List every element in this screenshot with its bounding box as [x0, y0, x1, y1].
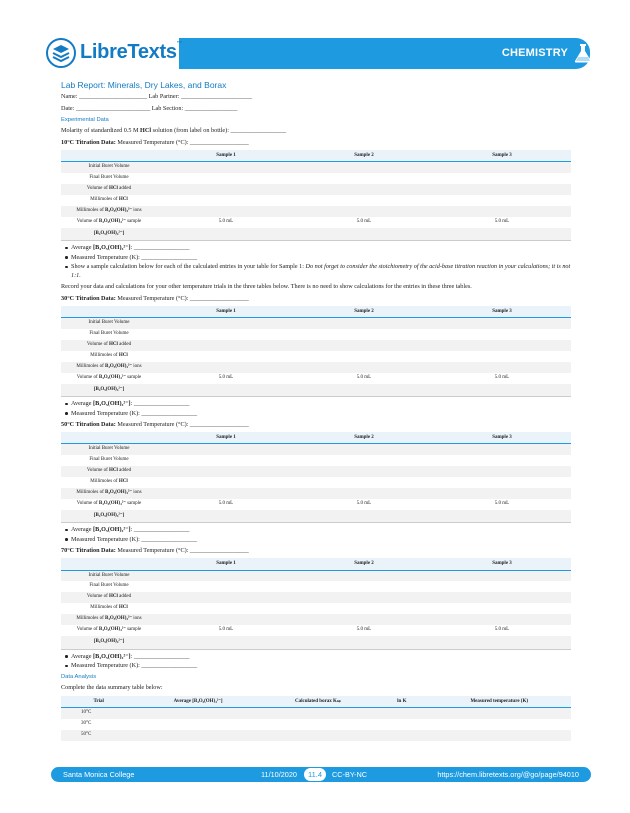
label-pre: Millimoles of: [76, 616, 106, 622]
table-row: [61, 184, 571, 195]
col-sample-2: Sample 2: [295, 306, 433, 318]
borate-formula: B₄O₅(OH)₄²⁻: [98, 374, 126, 380]
summary-table: [61, 696, 571, 741]
cell[interactable]: [136, 719, 259, 730]
sample-volume: 5.0 mL: [218, 219, 234, 225]
footer-url-link[interactable]: https://chem.libretexts.org/@go/page/94010: [437, 770, 579, 779]
table-row: [61, 510, 571, 523]
footer-license[interactable]: CC-BY-NC: [332, 770, 368, 779]
cell[interactable]: [295, 636, 433, 649]
cell[interactable]: [157, 603, 295, 614]
measured-temp-c: Measured Temperature (°C): ___________________: [117, 547, 249, 555]
cell[interactable]: [157, 362, 295, 373]
table-row: [61, 373, 571, 384]
page-footer: [51, 767, 591, 782]
list-item: Measured Temperature (K): __________________: [65, 662, 571, 670]
row-label: [61, 195, 157, 206]
label-post: added: [117, 186, 132, 192]
borate-conc: [B₄O₅(OH)₄²⁻]: [93, 244, 131, 252]
cell[interactable]: [433, 351, 571, 362]
cell[interactable]: [260, 730, 376, 741]
cell[interactable]: [157, 162, 295, 173]
hcl-formula: HCl: [109, 341, 118, 347]
col-sample-2: Sample 2: [295, 558, 433, 570]
cell[interactable]: [295, 570, 433, 581]
table-row: [61, 614, 571, 625]
cell[interactable]: [157, 614, 295, 625]
table-row: [61, 488, 571, 499]
cell[interactable]: [157, 351, 295, 362]
cell[interactable]: [433, 340, 571, 351]
table-header-row: [61, 558, 571, 570]
titration-table-10: [61, 150, 571, 242]
sample-volume: 5.0 mL: [218, 501, 234, 507]
cell[interactable]: [433, 162, 571, 173]
titration-table-50: [61, 432, 571, 524]
trial-cell: 30°C: [81, 721, 92, 727]
row-label: Final Buret Volume: [89, 330, 129, 336]
row-label: Final Buret Volume: [89, 583, 129, 589]
cell[interactable]: [157, 184, 295, 195]
row-label: [61, 217, 157, 228]
table-row: [61, 195, 571, 206]
cell[interactable]: [433, 581, 571, 592]
label-post: ions: [132, 363, 142, 369]
label-pre: Millimoles of: [76, 208, 106, 214]
borate-formula: B₄O₅(OH)₄²⁻: [105, 490, 132, 496]
measured-temp-c: Measured Temperature (°C): ___________________: [117, 138, 249, 146]
row-label: [61, 625, 157, 636]
cell[interactable]: [295, 384, 433, 397]
trial-50-heading: [61, 421, 571, 429]
table-row: [61, 228, 571, 241]
cell[interactable]: [157, 510, 295, 523]
cell[interactable]: [157, 329, 295, 340]
trial-10-heading: [61, 139, 571, 147]
cell[interactable]: [157, 340, 295, 351]
avg-post: : __________________: [130, 526, 190, 534]
label-pre: Millimoles of: [76, 363, 106, 369]
cell[interactable]: [433, 592, 571, 603]
cell[interactable]: [157, 592, 295, 603]
row-label: Initial Buret Volume: [61, 162, 157, 173]
label-pre: Volume of: [76, 219, 99, 225]
table-row: [61, 719, 571, 730]
molarity-pre: Molarity of standardized 0.5 M: [61, 126, 141, 134]
cell[interactable]: [433, 466, 571, 477]
book-stack-icon[interactable]: [46, 38, 76, 68]
cell[interactable]: [433, 477, 571, 488]
bullet-list: [65, 526, 571, 544]
measured-temp-c: Measured Temperature (°C): ___________________: [117, 420, 249, 428]
cell[interactable]: [157, 206, 295, 217]
label-pre: Millimoles of: [90, 605, 119, 611]
table-row: [61, 708, 571, 719]
borate-conc: [B₄O₅(OH)₄²⁻]: [93, 652, 131, 660]
list-item: Measured Temperature (K): __________________: [65, 254, 571, 262]
cell[interactable]: [157, 488, 295, 499]
header-blank: [61, 432, 157, 444]
table-row: [61, 592, 571, 603]
borate-formula: B₄O₅(OH)₄²⁻: [105, 363, 132, 369]
cell[interactable]: [295, 510, 433, 523]
row-label: [61, 499, 157, 510]
table-row: [61, 340, 571, 351]
footer-date: 11/10/2020: [261, 770, 297, 779]
row-label: [61, 592, 157, 603]
sample-volume: 5.0 mL: [218, 374, 234, 380]
cell[interactable]: [295, 488, 433, 499]
col-sample-1: Sample 1: [157, 150, 295, 162]
col-lnk: ln K: [376, 696, 427, 708]
row-label: [61, 614, 157, 625]
cell[interactable]: [295, 228, 433, 241]
avg-pre: Average: [71, 244, 94, 252]
row-label: [61, 362, 157, 373]
label-pre: Volume of: [86, 341, 110, 347]
borate-conc: [B₄O₅(OH)₄²⁻]: [93, 400, 131, 408]
sample-volume: 5.0 mL: [356, 219, 372, 225]
show-calc-text: Show a sample calculation below for each of the calculated entries in your table for Sample 1:: [71, 263, 306, 271]
label-post: sample: [125, 374, 142, 380]
row-label: Final Buret Volume: [89, 175, 129, 181]
table-row: [61, 362, 571, 373]
row-label: [B₄O₅(OH)₄²⁻]: [61, 510, 157, 523]
cell[interactable]: [433, 614, 571, 625]
hcl-formula: HCl: [118, 479, 128, 485]
label-pre: Millimoles of: [90, 197, 119, 203]
col-sample-2: Sample 2: [295, 150, 433, 162]
col-sample-2: Sample 2: [295, 432, 433, 444]
avg-pre: Average: [71, 400, 94, 408]
table-header-row: [61, 150, 571, 162]
row-label: [61, 477, 157, 488]
cell[interactable]: [295, 614, 433, 625]
table-row: [61, 570, 571, 581]
table-row: [61, 351, 571, 362]
table-row: [61, 173, 571, 184]
label-pre: Volume of: [86, 468, 110, 474]
trial-cell: 50°C: [61, 730, 136, 741]
borate-formula: B₄O₅(OH)₄²⁻: [105, 616, 132, 622]
cell[interactable]: [427, 719, 571, 730]
list-item: [65, 244, 571, 252]
row-label: [61, 351, 157, 362]
list-item: Measured Temperature (K): __________________: [65, 410, 571, 418]
cell[interactable]: [433, 329, 571, 340]
trial-label: 50°C Titration Data:: [61, 420, 116, 428]
cell[interactable]: [157, 636, 295, 649]
row-label: [B₄O₅(OH)₄²⁻]: [61, 636, 157, 649]
list-item: [65, 526, 571, 534]
row-label: [61, 603, 157, 614]
cell[interactable]: [295, 592, 433, 603]
measured-temp-c: Measured Temperature (°C): ___________________: [117, 294, 249, 302]
cell[interactable]: [433, 570, 571, 581]
cell[interactable]: [433, 173, 571, 184]
cell[interactable]: [157, 384, 295, 397]
cell[interactable]: [295, 581, 433, 592]
cell[interactable]: [157, 466, 295, 477]
row-label: [61, 206, 157, 217]
label-post: sample: [125, 501, 142, 507]
cell[interactable]: [157, 581, 295, 592]
header-blank: [61, 150, 157, 162]
titration-table-70: [61, 558, 571, 650]
cell[interactable]: [433, 603, 571, 614]
cell[interactable]: [295, 195, 433, 206]
cell[interactable]: [295, 466, 433, 477]
label-pre: Millimoles of: [76, 490, 106, 496]
cell[interactable]: [433, 510, 571, 523]
avg-post: : __________________: [130, 244, 190, 252]
data-analysis-heading: Data Analysis: [61, 674, 97, 681]
cell[interactable]: [295, 362, 433, 373]
label-pre: Volume of: [76, 501, 99, 507]
trial-cell: 10°C: [61, 708, 136, 719]
table-row: [61, 217, 571, 228]
table-row: [61, 730, 571, 741]
table-row: [61, 603, 571, 614]
borate-formula: B₄O₅(OH)₄²⁻: [98, 627, 126, 633]
sample-volume: 5.0 mL: [218, 627, 234, 633]
avg-pre: Average: [71, 652, 94, 660]
cell[interactable]: [295, 351, 433, 362]
cell[interactable]: [136, 730, 259, 741]
cell[interactable]: [157, 195, 295, 206]
col-sample-3: Sample 3: [433, 432, 571, 444]
table-row: [61, 477, 571, 488]
table-row: [61, 581, 571, 592]
row-label: [61, 488, 157, 499]
list-item: [65, 653, 571, 661]
hcl-formula: HCl: [118, 197, 128, 203]
page-header: [0, 0, 630, 75]
cell[interactable]: [157, 570, 295, 581]
row-label: [61, 340, 157, 351]
cell[interactable]: [433, 228, 571, 241]
borate-conc: [B₄O₅(OH)₄²⁻]: [93, 526, 131, 534]
label-post: added: [117, 468, 132, 474]
cell[interactable]: [376, 719, 427, 730]
cell[interactable]: [157, 318, 295, 329]
page-title: Lab Report: Minerals, Dry Lakes, and Borax: [61, 80, 227, 90]
cell[interactable]: [295, 173, 433, 184]
sample-volume: 5.0 mL: [494, 627, 510, 633]
molarity-post: solution (from label on bottle): __________________: [151, 126, 287, 134]
trial-label: 10°C Titration Data:: [61, 138, 116, 146]
list-item: [65, 400, 571, 408]
cell[interactable]: [433, 488, 571, 499]
sample-volume: 5.0 mL: [356, 627, 372, 633]
cell[interactable]: [295, 184, 433, 195]
cell[interactable]: [433, 384, 571, 397]
cell[interactable]: [295, 603, 433, 614]
cell[interactable]: [433, 206, 571, 217]
col-sample-3: Sample 3: [433, 558, 571, 570]
cell[interactable]: [433, 184, 571, 195]
library-title[interactable]: CHEMISTRY: [501, 47, 568, 59]
sample-volume: 5.0 mL: [356, 374, 372, 380]
sample-volume: 5.0 mL: [494, 501, 510, 507]
borate-formula: B₄O₅(OH)₄²⁻: [98, 501, 126, 507]
label-post: sample: [125, 219, 142, 225]
table-row: [61, 329, 571, 340]
table-row: [61, 466, 571, 477]
hcl-formula: HCl: [109, 468, 118, 474]
cell[interactable]: [295, 455, 433, 466]
sample-volume: 5.0 mL: [494, 374, 510, 380]
cell[interactable]: [433, 195, 571, 206]
bullet-list: [65, 244, 571, 279]
cell[interactable]: [433, 636, 571, 649]
cell[interactable]: [295, 162, 433, 173]
cell[interactable]: [260, 708, 376, 719]
logo-trademark: ™: [176, 41, 183, 47]
row-label: [61, 373, 157, 384]
sample-volume: 5.0 mL: [356, 501, 372, 507]
list-item: [65, 263, 571, 279]
trial-label: 70°C Titration Data:: [61, 547, 116, 555]
table-row: [61, 384, 571, 397]
hcl-formula: HCl: [109, 594, 118, 600]
list-item: Measured Temperature (K): __________________: [65, 536, 571, 544]
experimental-data-heading: Experimental Data: [61, 117, 109, 124]
cell[interactable]: [427, 730, 571, 741]
row-label: [61, 466, 157, 477]
row-label: Initial Buret Volume: [61, 318, 157, 329]
cell[interactable]: [295, 206, 433, 217]
table-row: [61, 499, 571, 510]
row-label: [B₄O₅(OH)₄²⁻]: [61, 228, 157, 241]
row-label: [61, 184, 157, 195]
label-post: added: [117, 594, 132, 600]
cell[interactable]: [157, 477, 295, 488]
hcl-formula: HCl: [109, 186, 118, 192]
complete-line: Complete the data summary table below:: [61, 683, 163, 691]
col-ksp: Calculated borax Kₛₚ: [260, 696, 376, 708]
label-post: ions: [132, 490, 142, 496]
cell[interactable]: [157, 455, 295, 466]
table-header-row: [61, 432, 571, 444]
col-trial: Trial: [61, 696, 136, 708]
borate-formula: B₄O₅(OH)₄²⁻: [105, 208, 132, 214]
logo-wordmark: LibreTexts: [80, 41, 177, 63]
date-line: Date: ________________________ Lab Section: _________________: [61, 105, 238, 113]
document-body: [61, 80, 571, 741]
hcl-formula: HCl: [140, 126, 152, 134]
col-sample-3: Sample 3: [433, 306, 571, 318]
header-blank: [61, 558, 157, 570]
cell[interactable]: [295, 329, 433, 340]
cell[interactable]: [260, 719, 376, 730]
cell[interactable]: [295, 340, 433, 351]
flask-icon: [574, 43, 592, 63]
cell[interactable]: [433, 455, 571, 466]
table-row: [61, 455, 571, 466]
cell[interactable]: [376, 730, 427, 741]
cell[interactable]: [157, 228, 295, 241]
label-pre: Volume of: [86, 594, 110, 600]
cell[interactable]: [427, 708, 571, 719]
row-label: Initial Buret Volume: [61, 570, 157, 581]
cell[interactable]: [136, 708, 259, 719]
table-row: [61, 206, 571, 217]
label-pre: Volume of: [86, 186, 110, 192]
label-pre: Millimoles of: [90, 352, 119, 358]
cell[interactable]: [295, 318, 433, 329]
bullet-list: [65, 400, 571, 418]
table-row: [61, 444, 571, 455]
row-label: Final Buret Volume: [89, 457, 129, 463]
cell[interactable]: [433, 444, 571, 455]
footer-page-number: 11.4: [304, 768, 326, 781]
table-header-row: [61, 306, 571, 318]
row-label: Initial Buret Volume: [61, 444, 157, 455]
molarity-line: [61, 127, 571, 135]
footer-institution: Santa Monica College: [63, 770, 135, 779]
label-post: ions: [132, 208, 142, 214]
cell[interactable]: [157, 444, 295, 455]
label-pre: Millimoles of: [90, 479, 119, 485]
col-temp: Measured temperature (K): [427, 696, 571, 708]
avg-post: : __________________: [130, 400, 190, 408]
cell[interactable]: [295, 477, 433, 488]
label-pre: Volume of: [76, 374, 99, 380]
col-sample-3: Sample 3: [433, 150, 571, 162]
cell[interactable]: [433, 318, 571, 329]
table-row: [61, 636, 571, 649]
avg-pre: Average: [71, 526, 94, 534]
bullet-list: [65, 653, 571, 671]
borate-formula: B₄O₅(OH)₄²⁻: [98, 219, 126, 225]
table-row: [61, 318, 571, 329]
label-post: sample: [125, 627, 142, 633]
show-calc-italic: Do not forget to consider the stoichiometry of the acid-base titration reaction in your calculations; it is not 1:1.: [71, 263, 571, 279]
cell[interactable]: [295, 444, 433, 455]
titration-table-30: [61, 306, 571, 398]
hcl-formula: HCl: [118, 605, 128, 611]
cell[interactable]: [433, 362, 571, 373]
label-post: ions: [132, 616, 142, 622]
trial-label: 30°C Titration Data:: [61, 294, 116, 302]
cell[interactable]: [157, 173, 295, 184]
sample-volume: 5.0 mL: [494, 219, 510, 225]
header-blank: [61, 306, 157, 318]
name-line: Name: ______________________ Lab Partner: _______________________: [61, 93, 253, 101]
row-label: [B₄O₅(OH)₄²⁻]: [61, 384, 157, 397]
label-post: added: [117, 341, 132, 347]
table-row: [61, 625, 571, 636]
col-sample-1: Sample 1: [157, 432, 295, 444]
col-sample-1: Sample 1: [157, 306, 295, 318]
cell[interactable]: [376, 708, 427, 719]
table-row: [61, 162, 571, 173]
logo-text[interactable]: [80, 41, 182, 64]
avg-post: : __________________: [130, 652, 190, 660]
record-paragraph: Record your data and calculations for your other temperature trials in the three tables below. There is no need to show calculations for the entries in these three tables.: [61, 282, 472, 290]
hcl-formula: HCl: [118, 352, 128, 358]
summary-header-row: [61, 696, 571, 708]
trial-70-heading: [61, 547, 571, 555]
col-average: Average [B₄O₅(OH)₄²⁻]: [136, 696, 259, 708]
trial-30-heading: [61, 295, 571, 303]
col-sample-1: Sample 1: [157, 558, 295, 570]
label-pre: Volume of: [76, 627, 99, 633]
